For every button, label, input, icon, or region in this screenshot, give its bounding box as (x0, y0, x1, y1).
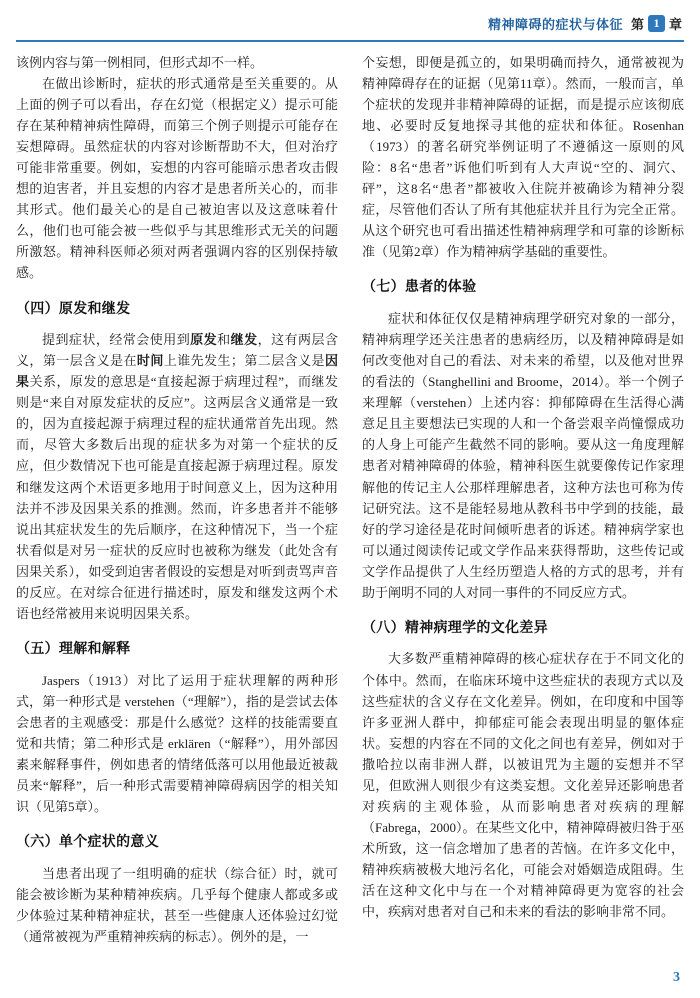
chapter-suffix: 章 (668, 17, 682, 32)
section-heading: （五）理解和解释 (16, 641, 131, 657)
paragraph: 在做出诊断时，症状的形式通常是至关重要的。从上面的例子可以看出，存在幻觉（根据定义）提示可能存在某种精神病性障碍，而第三个例子则提示可能存在妄想障碍。虽然症状的内容对诊断帮助不大，但对治疗可能非常重要。例如，妄想的内容可能暗示患者攻击假想的迫害者，并且妄想的内容才是患者所关心的，而非其形式。他们最关心的是自己被迫害以及这意味着什么，他们也可能会被一些似乎与其思维形式无关的问题所激怒。精神科医师必须对两者强调内容的区别保持敏感。 (16, 76, 338, 281)
bold-term: 原发 (190, 332, 218, 348)
chapter-label (631, 14, 682, 33)
paragraph: 当患者出现了一组明确的症状（综合征）时，就可能会被诊断为某种精神疾病。几乎每个健康人都或多或少体验过某种精神症状，甚至一些健康人还体验过幻觉（通常被视为严重精神疾病的标志）。例外的是，一 (16, 865, 338, 944)
text-run: 上谁先发生；第二层含义是 (163, 353, 325, 369)
paragraph (16, 329, 338, 624)
text-run: 关系，原发的意思是“直接起源于病理过程”，而继发则是“来自对原发症状的反应”。这两层含义通常是一致的，因为直接起源于病理过程的症状通常首先出现。然而，尽管大多数后出现的症状多为对第一个症状的反应，但少数情况下也可能是直接起源于病理过程。原发和继发这两个术语更多地用于时间意义上，因为这种用法并不涉及因果关系的推测。然而，许多患者并不能够说出其症状发生的先后顺序，在这种情况下，当一个症状看似是对另一症状的反应时也被称为继发（此处含有因果关系），如受到迫害者假设的妄想是对听到责骂声音的反应。在对综合征进行描述时，原发和继发这两个术语也经常被用来说明因果关系。 (16, 374, 338, 621)
two-column-body (16, 42, 684, 947)
page-header (16, 8, 684, 42)
text-run: ，这有两层含义，第一层含义是在 (16, 332, 338, 369)
chapter-prefix: 第 (630, 17, 644, 32)
paragraph: 该例内容与第一例相同，但形式却不一样。 (16, 55, 264, 70)
bold-term: 时间 (136, 353, 164, 369)
section-heading: （六）单个症状的意义 (16, 834, 159, 850)
paragraph: 个妄想，即便是孤立的，如果明确而持久，通常被视为精神障碍存在的证据（见第11章）。然而，一般而言，单个症状的发现并非精神障碍的证据，而是提示应该彻底地、必要时反复地探寻其他的症状和体征。Rosenhan（1973）的著名研究举例证明了不遵循这一原则的风险：8名“患者”诉他们听到有人大声说“空的、洞穴、砰”，这8名“患者”都被收入住院并被确诊为精神分裂症，尽管他们否认了所有其他症状并且行为完全正常。从这个研究也可看出描述性精神病理学和可靠的诊断标准（见第2章）作为精神病学基础的重要性。 (362, 55, 684, 260)
page-number: 3 (673, 970, 680, 985)
text-run: 提到症状，经常会使用到 (42, 332, 191, 348)
left-column (16, 52, 338, 947)
paragraph: 症状和体征仅仅是精神病理学研究对象的一部分，精神病理学还关注患者的患病经历，以及精神障碍是如何改变他对自己的看法、对未来的希望，以及他对世界的看法的（Stanghellini and Broome，2014）。举一个例子来理解（verstehen）上述内容：抑郁障碍在生活得心满意足且主要想法已实现的人和一个备尝艰辛尚憧憬成功的人身上可能产生截然不同的影响。要从这一角度理解患者对精神障碍的体验，精神科医生就要像传记作家理解他的传记主人公那样理解患者，这种方法也可称为传记研究法。这不是能轻易地从教科书中学到的技能，最好的学习途径是花时间倾听患者的诉述。精神病学家也可以通过阅读传记或文学作品来获得帮助，这些传记或文学作品提供了人生经历塑造人格的方式的思考，并有助于阐明不同的人对同一事件的不同反应方式。 (362, 311, 684, 600)
paragraph: 大多数严重精神障碍的核心症状存在于不同文化的个体中。然而，在临床环境中这些症状的表现方式以及这些症状的含义存在文化差异。例如，在印度和中国等许多亚洲人群中，抑郁症可能会表现出明显的躯体症状。妄想的内容在不同的文化之间也有差异，例如对于撒哈拉以南非洲人群，以被诅咒为主题的妄想并不罕见，但欧洲人则很少有这类妄想。文化差异还影响患者对疾病的主观体验，从而影响患者对疾病的理解（Fabrega，2000）。在某些文化中，精神障碍被归咎于巫术所致，这一信念增加了患者的苦恼。在许多文化中，精神疾病被极大地污名化，可能会对婚姻造成阻碍。生活在这种文化中与在一个对精神障碍更为宽容的社会中，疾病对患者对自己和未来的看法的影响非常不同。 (362, 651, 684, 920)
section-heading: （七）患者的体验 (362, 280, 477, 296)
chapter-number-badge: 1 (648, 15, 665, 32)
running-title: 精神障碍的症状与体征 (487, 17, 623, 32)
bold-term: 因果 (16, 353, 338, 390)
text-run: 和 (217, 332, 231, 348)
bold-term: 继发 (230, 332, 258, 348)
section-heading: （四）原发和继发 (16, 301, 131, 317)
section-heading: （八）精神病理学的文化差异 (362, 620, 548, 636)
right-column (362, 52, 684, 947)
paragraph: Jaspers（1913）对比了运用于症状理解的两种形式，第一种形式是 verstehen（“理解”），指的是尝试去体会患者的主观感受：那是什么感觉？这样的技能需要直觉和共情；第二种形式是 erklären（“解释”），用外部因素来解释事件，例如患者的情绪低落可以用他最近被裁员来“解释”，后一种形式需要精神障碍病因学的相关知识（见第5章）。 (16, 672, 338, 814)
